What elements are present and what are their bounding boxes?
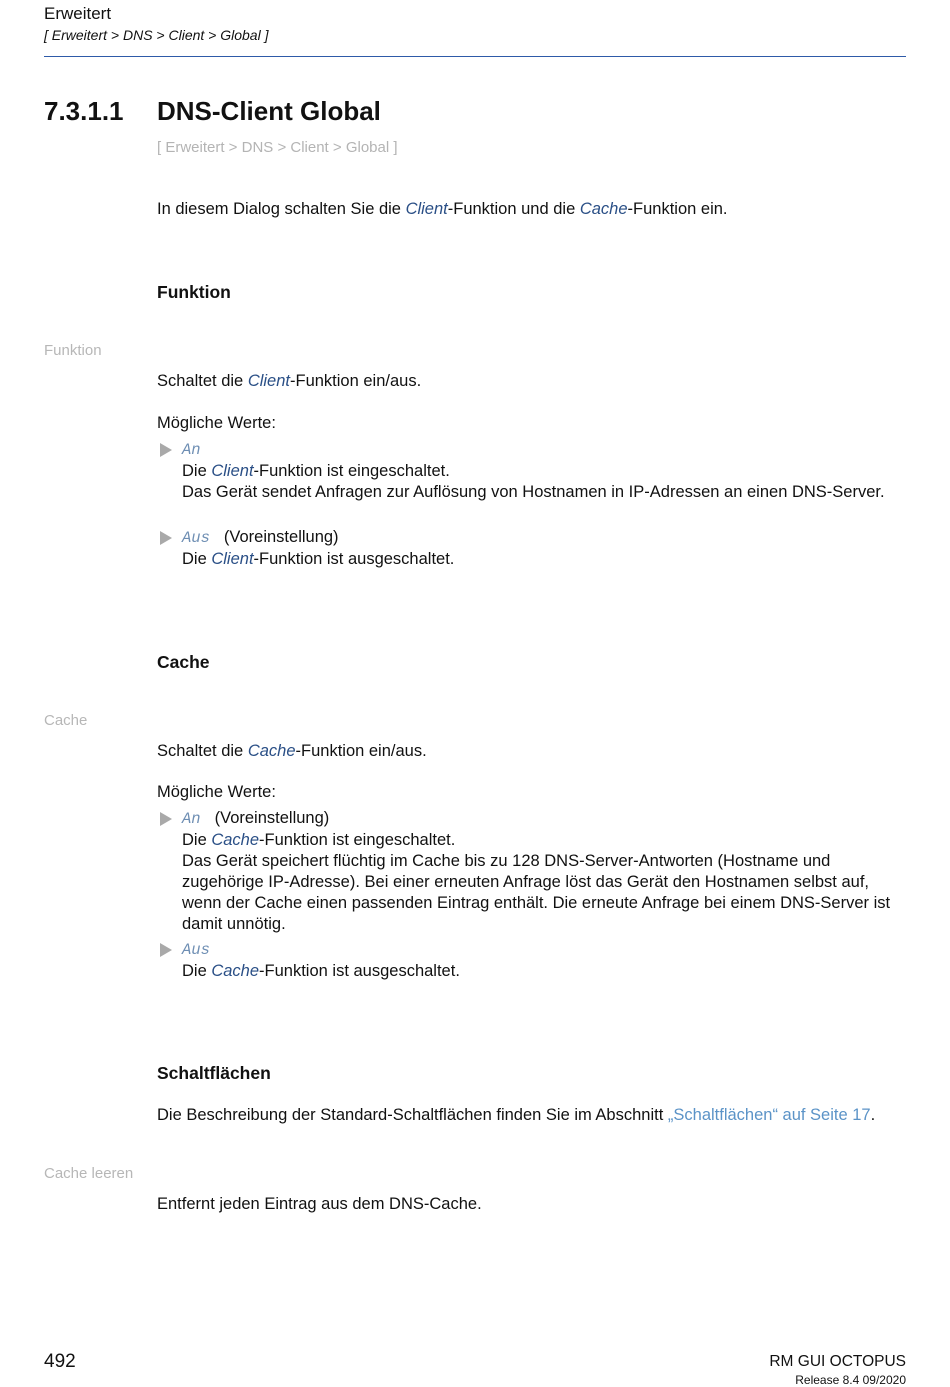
- funktion-description: Schaltet die Client-Funktion ein/aus.: [157, 372, 422, 390]
- footer-doc-title: RM GUI OCTOPUS: [769, 1353, 906, 1370]
- bullet-triangle-icon: [160, 443, 172, 457]
- section-breadcrumb: [ Erweitert > DNS > Client > Global ]: [157, 139, 398, 156]
- heading-schaltflaechen: Schaltflächen: [157, 1063, 271, 1083]
- bullet-triangle-icon: [160, 943, 172, 957]
- bullet-triangle-icon: [160, 531, 172, 545]
- header-divider: [44, 56, 906, 57]
- buttons-description: Die Beschreibung der Standard-Schaltflächen finden Sie im Abschnitt „Schaltflächen“ auf Seite 17.: [157, 1106, 876, 1124]
- page-title: DNS-Client Global: [157, 96, 381, 126]
- cache-description: Schaltet die Cache-Funktion ein/aus.: [157, 742, 427, 760]
- section-number: 7.3.1.1: [44, 96, 124, 126]
- funktion-value-aus: Aus (Voreinstellung) Die Client-Funktion ist ausgeschaltet.: [157, 527, 907, 570]
- heading-funktion: Funktion: [157, 282, 231, 302]
- running-header-breadcrumb: [ Erweitert > DNS > Client > Global ]: [44, 27, 269, 43]
- cache-value-an: An (Voreinstellung) Die Cache-Funktion ist eingeschaltet. Das Gerät speichert flüchtig im Cache bis zu 128 DNS-Server-Antworten (Hostname und zugehörige IP-Adresse). Bei einer erneuten Anfrage löst das Gerät den Hostnamen selbst auf, wenn der Cache einen passenden Eintrag enthält. Die erneute Anfrage bei einem DNS-Server ist damit unnötig.: [157, 808, 907, 935]
- funktion-value-an: An Die Client-Funktion ist eingeschaltet. Das Gerät sendet Anfragen zur Auflösung von Hostnamen in IP-Adressen an einen DNS-Server.: [157, 439, 907, 503]
- margin-label-cache: Cache: [44, 712, 88, 729]
- cache-leeren-description: Entfernt jeden Eintrag aus dem DNS-Cache.: [157, 1195, 482, 1213]
- cache-value-aus: Aus Die Cache-Funktion ist ausgeschaltet.: [157, 939, 907, 982]
- margin-label-funktion: Funktion: [44, 342, 102, 359]
- cache-values-label: Mögliche Werte:: [157, 783, 276, 801]
- funktion-values-label: Mögliche Werte:: [157, 414, 276, 432]
- margin-label-cache-leeren: Cache leeren: [44, 1165, 134, 1182]
- bullet-triangle-icon: [160, 812, 172, 826]
- intro-paragraph: In diesem Dialog schalten Sie die Client-Funktion und die Cache-Funktion ein.: [157, 200, 728, 218]
- footer-release: Release 8.4 09/2020: [795, 1373, 906, 1387]
- link-schaltflaechen[interactable]: „Schaltflächen“ auf Seite 17: [667, 1106, 871, 1124]
- page-number: 492: [44, 1351, 76, 1372]
- heading-cache: Cache: [157, 652, 210, 672]
- running-header-title: Erweitert: [44, 4, 112, 23]
